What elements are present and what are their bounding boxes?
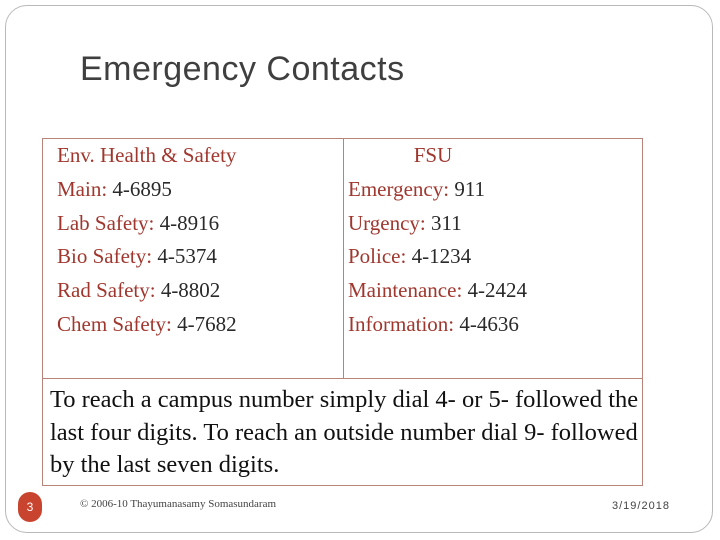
contact-number: 311: [431, 210, 462, 235]
contact-row: [348, 240, 638, 274]
contact-number: 911: [454, 176, 486, 201]
contact-number: 4-4636: [459, 311, 519, 336]
footer-date: 3/19/2018: [612, 500, 670, 512]
contact-row: [57, 173, 337, 207]
contact-label: Rad Safety:: [57, 278, 161, 303]
contact-label: Information:: [348, 311, 460, 336]
contact-row: [57, 308, 337, 342]
page-title: Emergency Contacts: [80, 50, 405, 88]
contact-row: [57, 207, 337, 241]
ehs-header: Env. Health & Safety: [57, 143, 237, 167]
contact-row: [57, 240, 337, 274]
contact-row: [348, 207, 638, 241]
contact-label: Main:: [57, 176, 113, 201]
contact-label: Emergency:: [348, 176, 455, 201]
row-divider: [43, 378, 642, 379]
contact-row: [348, 308, 638, 342]
contact-number: 4-6895: [112, 176, 172, 201]
contact-number: 4-2424: [467, 278, 528, 303]
contact-number: 4-8802: [160, 278, 221, 303]
contact-number: 4-7682: [177, 311, 237, 336]
contact-label: Bio Safety:: [57, 244, 158, 269]
contact-label: Maintenance:: [348, 278, 468, 303]
contact-number: 4-1234: [411, 244, 472, 269]
contact-label: Urgency:: [348, 210, 432, 235]
dialing-note: To reach a campus number simply dial 4- or 5- followed the last four digits. To reach an outside number dial 9- followed by the last seven digits.: [50, 386, 639, 478]
contact-row: [348, 173, 638, 207]
contact-label: Lab Safety:: [57, 210, 160, 235]
contact-number: 4-8916: [159, 210, 220, 235]
contacts-table: [42, 138, 643, 486]
contact-label: Police:: [348, 244, 412, 269]
ehs-column: [57, 139, 337, 342]
column-divider: [343, 139, 344, 378]
contact-number: 4-5374: [157, 244, 217, 269]
contact-row: [57, 274, 337, 308]
page-number-badge: 3: [18, 492, 42, 522]
contact-row: [348, 274, 638, 308]
footer-copyright: © 2006-10 Thayumanasamy Somasundaram: [80, 498, 277, 510]
contact-label: Chem Safety:: [57, 311, 178, 336]
fsu-header: FSU: [413, 143, 453, 167]
fsu-column: [348, 139, 638, 342]
